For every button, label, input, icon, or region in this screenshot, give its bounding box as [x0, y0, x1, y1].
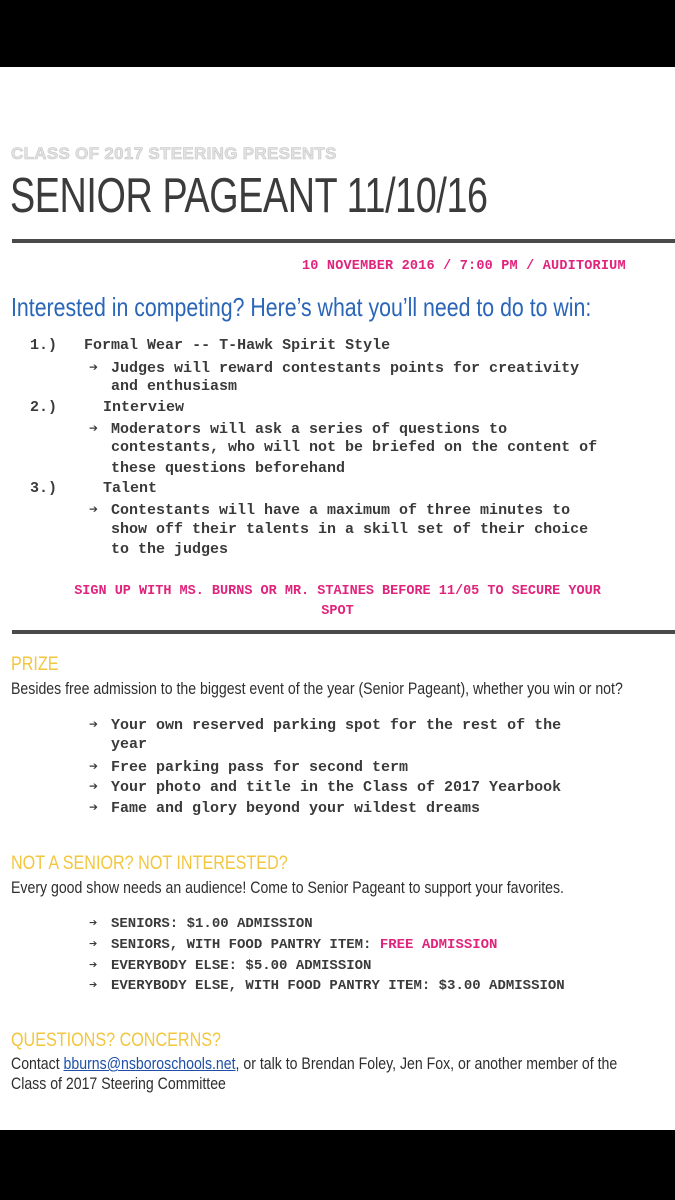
questions-heading: QUESTIONS? CONCERNS?	[11, 1030, 221, 1051]
flyer-page	[0, 67, 675, 1130]
arrow-icon: ➔	[89, 502, 99, 519]
not-senior-heading: NOT A SENIOR? NOT INTERESTED?	[11, 853, 288, 874]
top-divider	[12, 239, 675, 243]
prize-item-3: ➔ Your photo and title in the Class of 2017 Yearbook	[89, 779, 562, 796]
signup-notice-line-2: SPOT	[321, 604, 354, 619]
item-1-number: 1.)	[30, 337, 58, 354]
item-2-detail-2: contestants, who will not be briefed on the content of	[111, 439, 598, 456]
arrow-icon: ➔	[89, 978, 98, 994]
item-2-detail-3: these questions beforehand	[111, 460, 346, 477]
contact-line-1: Contact bburns@nsboroschools.net, or talk to Brendan Foley, Jen Fox, or another member of the	[11, 1054, 618, 1073]
event-date-line: 10 NOVEMBER 2016 / 7:00 PM / AUDITORIUM	[302, 259, 626, 274]
prize-heading: PRIZE	[11, 654, 59, 675]
item-2-detail-1: ➔ Moderators will ask a series of questions to	[89, 421, 508, 438]
prize-intro: Besides free admission to the biggest event of the year (Senior Pageant), whether you win or not?	[11, 679, 623, 698]
email-link[interactable]: bburns@nsboroschools.net	[63, 1054, 236, 1073]
arrow-icon: ➔	[89, 421, 99, 438]
prize-item-4: ➔ Fame and glory beyond your wildest dreams	[89, 800, 481, 817]
arrow-icon: ➔	[89, 717, 99, 734]
item-1-detail-1: ➔ Judges will reward contestants points for creativity	[89, 360, 580, 377]
arrow-icon: ➔	[89, 800, 99, 817]
item-2-number: 2.)	[30, 399, 58, 416]
not-senior-intro: Every good show needs an audience! Come to Senior Pageant to support your favorites.	[11, 878, 564, 897]
arrow-icon: ➔	[89, 779, 99, 796]
page-title: SENIOR PAGEANT 11/10/16	[10, 169, 488, 223]
item-3-title: Talent	[103, 480, 158, 497]
middle-divider	[12, 630, 675, 634]
price-item-1: ➔ SENIORS: $1.00 ADMISSION	[89, 916, 313, 932]
presenter-label: CLASS OF 2017 STEERING PRESENTS	[11, 144, 337, 163]
price-item-4: ➔ EVERYBODY ELSE, WITH FOOD PANTRY ITEM: $3.00 ADMISSION	[89, 978, 565, 994]
price-item-3: ➔ EVERYBODY ELSE: $5.00 ADMISSION	[89, 958, 372, 974]
item-2-row	[30, 399, 184, 416]
item-1-detail-2: and enthusiasm	[111, 378, 238, 395]
prize-item-1: ➔ Your own reserved parking spot for the rest of the	[89, 717, 562, 734]
item-3-detail-2: show off their talents in a skill set of their choice	[111, 521, 589, 538]
item-3-detail-3: to the judges	[111, 541, 229, 558]
signup-notice-line-1: SIGN UP WITH MS. BURNS OR MR. STAINES BEFORE 11/05 TO SECURE YOUR	[74, 584, 601, 599]
item-1-row	[30, 337, 390, 354]
contact-line-2: Class of 2017 Steering Committee	[11, 1074, 226, 1093]
price-item-2: ➔ SENIORS, WITH FOOD PANTRY ITEM: FREE ADMISSION	[89, 937, 498, 953]
arrow-icon: ➔	[89, 937, 98, 953]
arrow-icon: ➔	[89, 958, 98, 974]
arrow-icon: ➔	[89, 360, 99, 377]
prize-item-2: ➔ Free parking pass for second term	[89, 759, 409, 776]
arrow-icon: ➔	[89, 759, 99, 776]
competing-heading: Interested in competing? Here’s what you’ll need to do to win:	[11, 292, 592, 322]
item-2-title: Interview	[103, 399, 185, 416]
prize-item-1-cont: year	[111, 736, 148, 753]
free-admission-highlight: FREE ADMISSION	[379, 937, 498, 953]
item-3-row	[30, 480, 157, 497]
item-1-title: Formal Wear -- T-Hawk Spirit Style	[84, 337, 391, 354]
item-3-number: 3.)	[30, 480, 58, 497]
arrow-icon: ➔	[89, 916, 98, 932]
item-3-detail-1: ➔ Contestants will have a maximum of three minutes to	[89, 502, 571, 519]
